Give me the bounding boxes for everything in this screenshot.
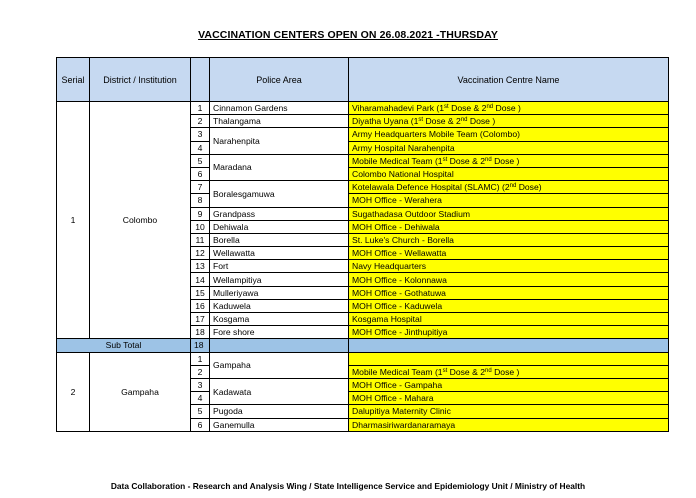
- vaccination-centre-cell: Dalupitiya Maternity Clinic: [349, 405, 669, 418]
- vaccination-centre-cell: MOH Office - Dehiwala: [349, 220, 669, 233]
- police-area-cell: Fort: [210, 260, 349, 273]
- vaccination-centre-cell: MOH Office - Kaduwela: [349, 299, 669, 312]
- header-police-area: Police Area: [210, 58, 349, 102]
- row-number: 15: [191, 286, 210, 299]
- vaccination-centre-cell: Sugathadasa Outdoor Stadium: [349, 207, 669, 220]
- row-number: 6: [191, 167, 210, 180]
- vaccination-centre-cell: Army Hospital Narahenpita: [349, 141, 669, 154]
- row-number: 5: [191, 154, 210, 167]
- police-area-cell: Borella: [210, 233, 349, 246]
- police-area-cell: Thalangama: [210, 115, 349, 128]
- vaccination-centre-cell: MOH Office - Wellawatta: [349, 247, 669, 260]
- vaccination-centre-cell: Colombo National Hospital: [349, 167, 669, 180]
- row-number: 3: [191, 378, 210, 391]
- vaccination-centre-cell: Army Headquarters Mobile Team (Colombo): [349, 128, 669, 141]
- serial-cell: 2: [57, 352, 90, 431]
- vaccination-centre-cell: MOH Office - Gampaha: [349, 378, 669, 391]
- police-area-cell: Kosgama: [210, 313, 349, 326]
- subtotal-empty: [210, 339, 349, 352]
- subtotal-label: Sub Total: [57, 339, 191, 352]
- police-area-cell: Mulleriyawa: [210, 286, 349, 299]
- district-cell: Gampaha: [90, 352, 191, 431]
- header-row: [57, 58, 669, 102]
- row-number: 12: [191, 247, 210, 260]
- row-number: 11: [191, 233, 210, 246]
- header-serial: Serial: [57, 58, 90, 102]
- vaccination-centre-cell: Viharamahadevi Park (1st Dose & 2nd Dose ): [349, 102, 669, 115]
- vaccination-centre-cell: Mobile Medical Team (1st Dose & 2nd Dose ): [349, 154, 669, 167]
- police-area-cell: Wellawatta: [210, 247, 349, 260]
- vaccination-centre-cell: Kosgama Hospital: [349, 313, 669, 326]
- table-row: [57, 102, 669, 115]
- subtotal-empty: [349, 339, 669, 352]
- row-number: 6: [191, 418, 210, 431]
- row-number: 1: [191, 102, 210, 115]
- vaccination-centre-cell: Mobile Medical Team (1st Dose & 2nd Dose ): [349, 365, 669, 378]
- row-number: 3: [191, 128, 210, 141]
- vaccination-centre-cell: MOH Office - Kolonnawa: [349, 273, 669, 286]
- row-number: 8: [191, 194, 210, 207]
- row-number: 5: [191, 405, 210, 418]
- row-number: 2: [191, 115, 210, 128]
- row-number: 1: [191, 352, 210, 365]
- row-number: 7: [191, 181, 210, 194]
- row-number: 4: [191, 141, 210, 154]
- vaccination-centre-cell: [349, 352, 669, 365]
- police-area-cell: Wellampitiya: [210, 273, 349, 286]
- police-area-cell: Boralesgamuwa: [210, 181, 349, 207]
- row-number: 16: [191, 299, 210, 312]
- vaccination-centre-cell: St. Luke's Church - Borella: [349, 233, 669, 246]
- police-area-cell: Grandpass: [210, 207, 349, 220]
- vaccination-centre-cell: MOH Office - Jinthupitiya: [349, 326, 669, 339]
- header-centre: Vaccination Centre Name: [349, 58, 669, 102]
- row-number: 13: [191, 260, 210, 273]
- police-area-cell: Cinnamon Gardens: [210, 102, 349, 115]
- police-area-cell: Kaduwela: [210, 299, 349, 312]
- district-cell: Colombo: [90, 102, 191, 339]
- police-area-cell: Dehiwala: [210, 220, 349, 233]
- police-area-cell: Pugoda: [210, 405, 349, 418]
- row-number: 2: [191, 365, 210, 378]
- police-area-cell: Gampaha: [210, 352, 349, 378]
- police-area-cell: Maradana: [210, 154, 349, 180]
- vaccination-centre-cell: Diyatha Uyana (1st Dose & 2nd Dose ): [349, 115, 669, 128]
- vaccination-centre-cell: Dharmasiriwardanaramaya: [349, 418, 669, 431]
- footer-credit: Data Collaboration - Research and Analysis Wing / State Intelligence Service and Epidemiology Unit / Ministry of Health: [110, 481, 586, 491]
- subtotal-value: 18: [191, 339, 210, 352]
- row-number: 9: [191, 207, 210, 220]
- table-row: [57, 352, 669, 365]
- vaccination-centers-table: [56, 57, 669, 432]
- police-area-cell: Fore shore: [210, 326, 349, 339]
- row-number: 10: [191, 220, 210, 233]
- vaccination-centre-cell: Kotelawala Defence Hospital (SLAMC) (2nd Dose): [349, 181, 669, 194]
- police-area-cell: Ganemulla: [210, 418, 349, 431]
- row-number: 4: [191, 392, 210, 405]
- page-title: VACCINATION CENTERS OPEN ON 26.08.2021 -THURSDAY: [198, 29, 498, 41]
- subtotal-row: [57, 339, 669, 352]
- serial-cell: 1: [57, 102, 90, 339]
- police-area-cell: Narahenpita: [210, 128, 349, 154]
- vaccination-centre-cell: Navy Headquarters: [349, 260, 669, 273]
- vaccination-centre-cell: MOH Office - Mahara: [349, 392, 669, 405]
- row-number: 14: [191, 273, 210, 286]
- police-area-cell: Kadawata: [210, 378, 349, 404]
- header-district: District / Institution: [90, 58, 191, 102]
- row-number: 18: [191, 326, 210, 339]
- vaccination-centre-cell: MOH Office - Werahera: [349, 194, 669, 207]
- row-number: 17: [191, 313, 210, 326]
- vaccination-centre-cell: MOH Office - Gothatuwa: [349, 286, 669, 299]
